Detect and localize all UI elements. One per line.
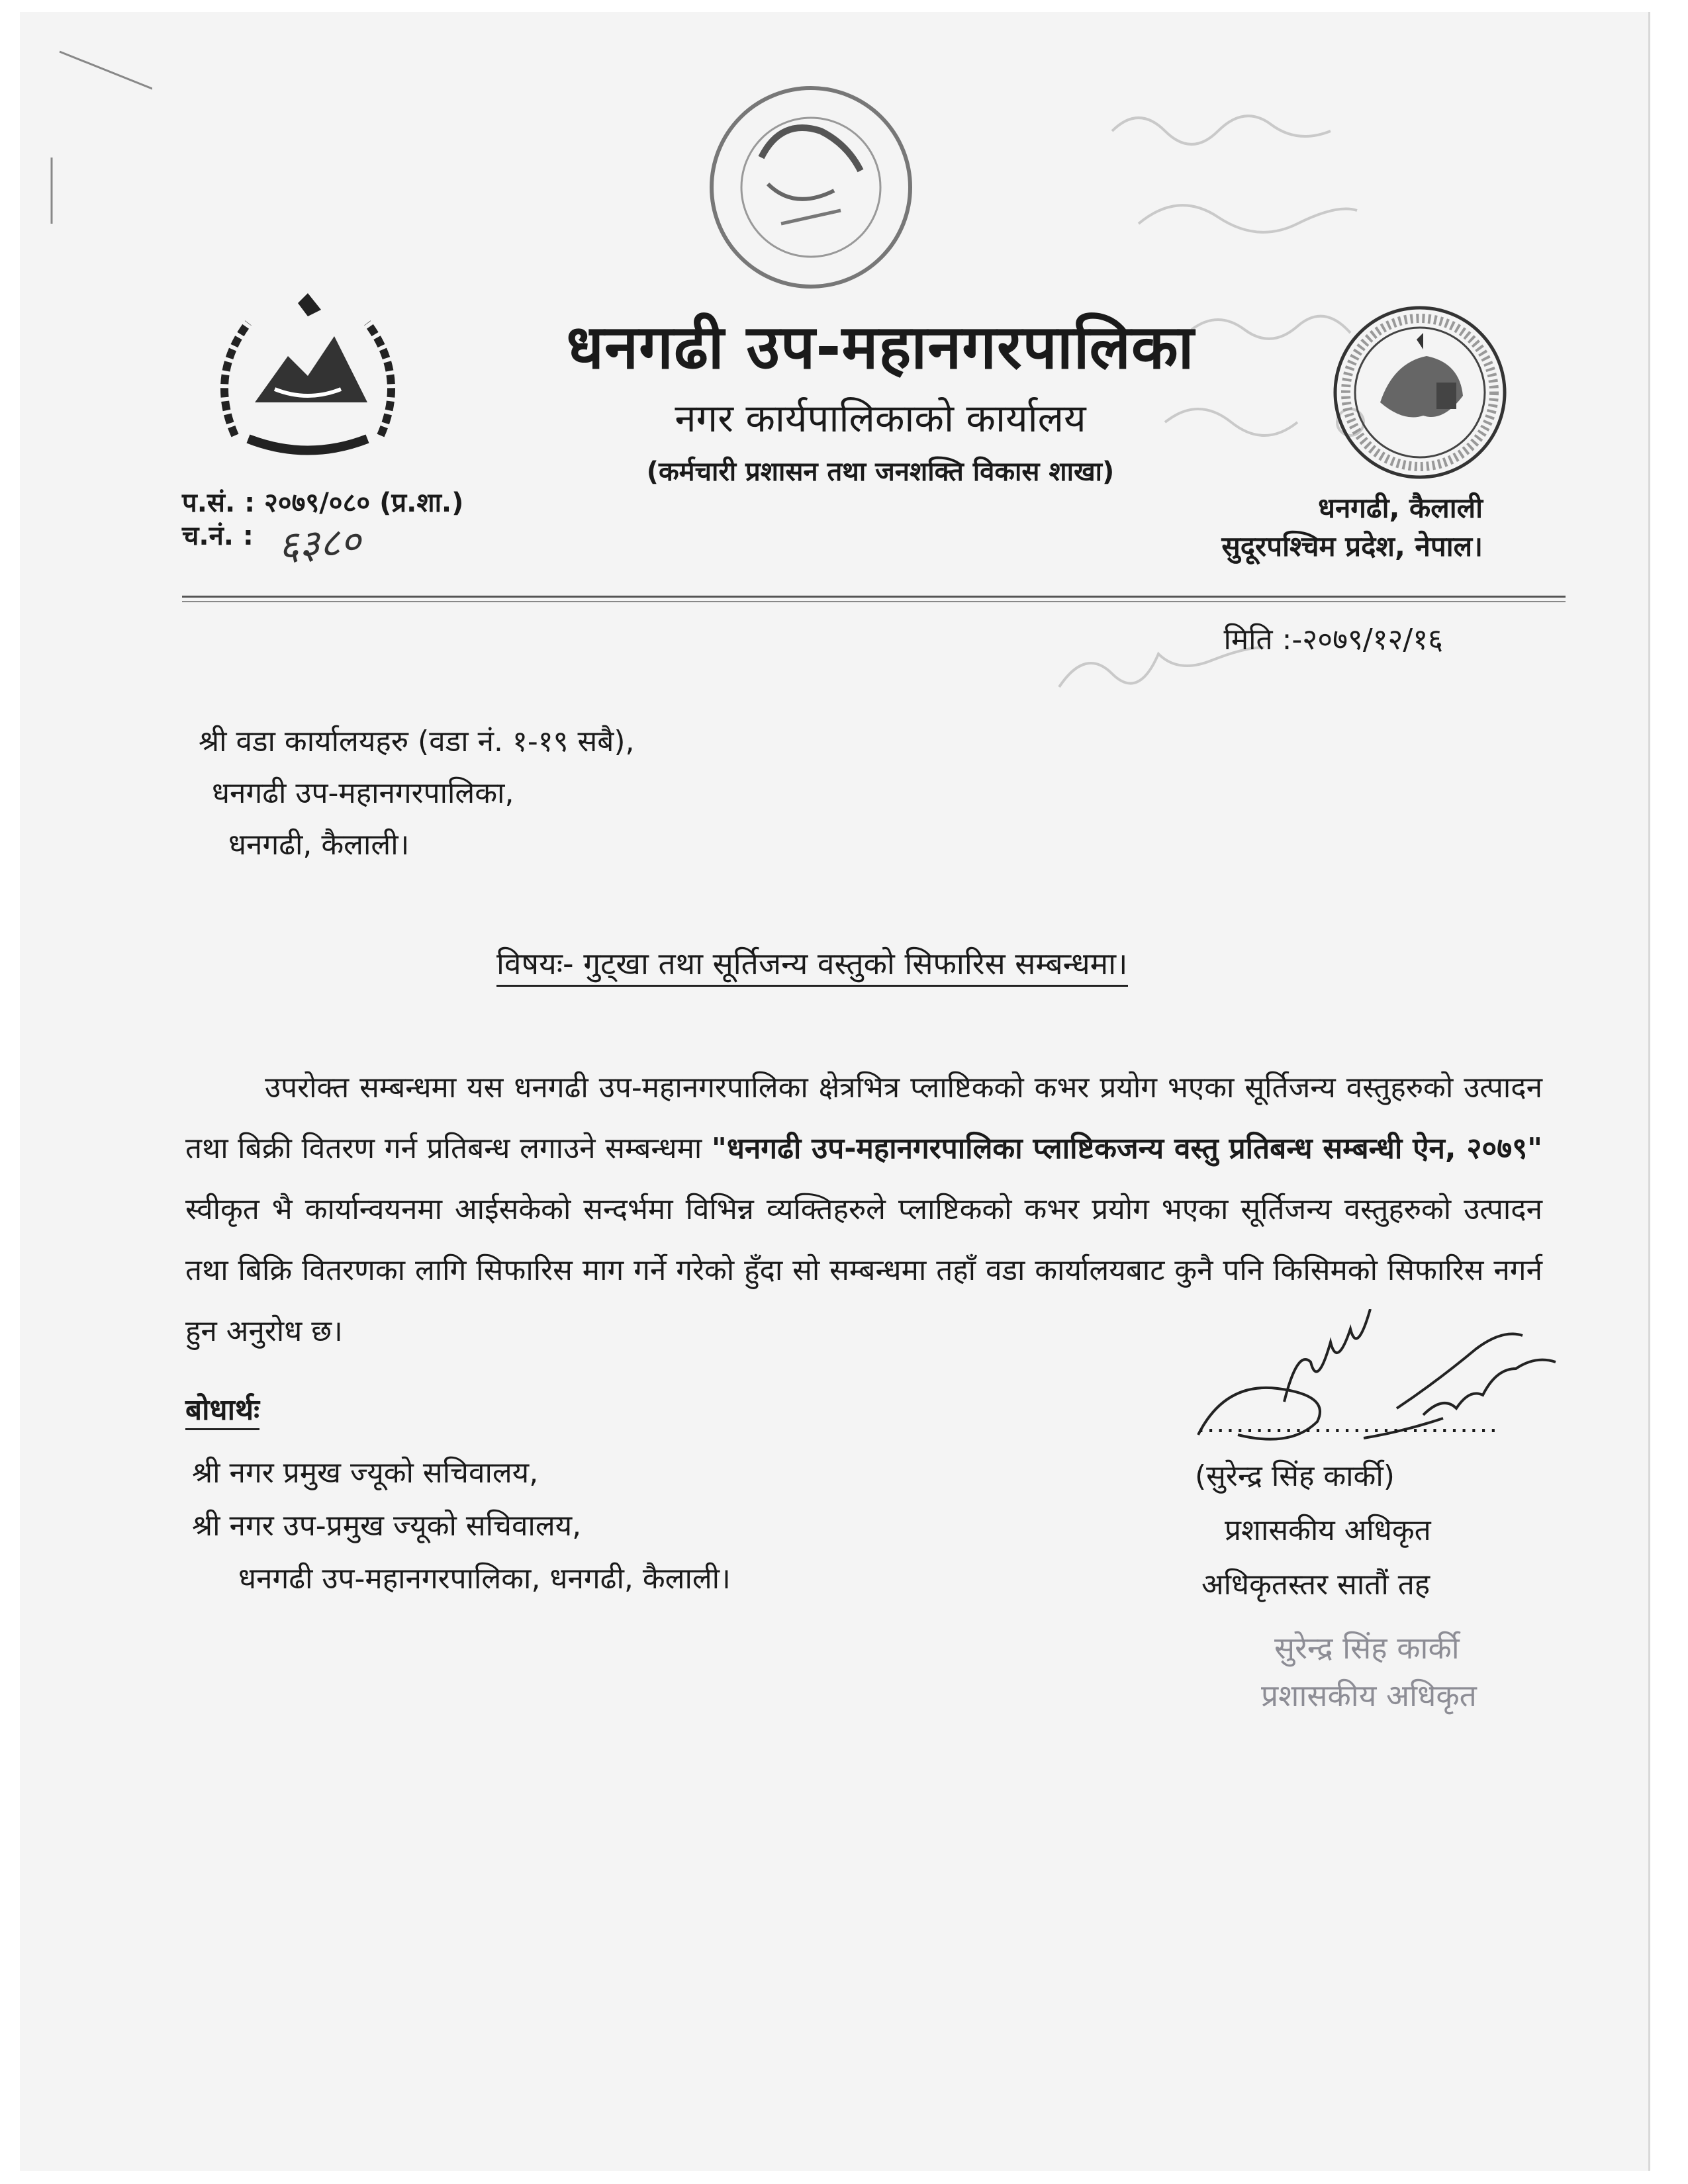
signatory-post: प्रशासकीय अधिकृत xyxy=(1225,1514,1431,1547)
header-divider-secondary xyxy=(182,601,1566,602)
dispatch-label: च.नं. : xyxy=(182,521,254,551)
office-seal-stamp xyxy=(702,78,920,296)
office-name: नगर कार्यपालिकाको कार्यालय xyxy=(675,396,1086,441)
reference-number: प.सं. : २०७९/०८० (प्र.शा.) xyxy=(182,488,464,518)
body-act-name: "धनगढी उप-महानगरपालिका प्लाष्टिकजन्य वस्तु प्रतिबन्ध सम्बन्धी ऐन, २०७९" xyxy=(711,1132,1542,1165)
organization-name: धनगढी उप-महानगरपालिका xyxy=(566,312,1195,383)
office-address-province: सुदूरपश्चिम प्रदेश, नेपाल। xyxy=(1221,530,1483,563)
letter-page xyxy=(20,12,1650,2171)
addressee-line-3: धनगढी, कैलाली। xyxy=(228,828,410,862)
header-divider xyxy=(182,596,1566,598)
letter-subject: विषयः- गुट्खा तथा सूर्तिजन्य वस्तुको सिफारिस सम्बन्धमा। xyxy=(496,942,1128,987)
body-text-part-1: उपरोक्त सम्बन्धमा यस धनगढी उप-महानगरपालिका क्षेत्रभित्र प्लाष्टिकको कभर प्रयोग भएका सूर्तिजन्य वस्तुहरुको उत्पादन तथा बिक्री वितरण गर्न प्रतिबन्ध लगाउने सम्बन्धमा xyxy=(185,1071,1542,1165)
post-stamp: प्रशासकीय अधिकृत xyxy=(1261,1678,1477,1713)
signatory-level: अधिकृतस्तर सातौं तह xyxy=(1201,1568,1430,1602)
letter-date: मिति :-२०७९/१२/१६ xyxy=(1223,623,1443,657)
cc-line-3: धनगढी उप-महानगरपालिका, धनगढी, कैलाली। xyxy=(238,1562,731,1596)
addressee-line-1: श्री वडा कार्यालयहरु (वडा नं. १-१९ सबै), xyxy=(199,725,635,758)
handwritten-signature xyxy=(1185,1309,1595,1468)
cc-line-1: श्री नगर प्रमुख ज्यूको सचिवालय, xyxy=(192,1456,539,1490)
municipal-seal xyxy=(1331,303,1509,482)
signatory-name: (सुरेन्द्र सिंह कार्की) xyxy=(1195,1459,1395,1493)
signature-line: ............................... xyxy=(1197,1408,1499,1439)
branch-name: (कर्मचारी प्रशासन तथा जनशक्ति विकास शाखा) xyxy=(646,457,1115,487)
dispatch-number-handwritten: ६३८० xyxy=(276,518,363,570)
cc-heading: बोधार्थः xyxy=(185,1388,259,1430)
nepal-emblem xyxy=(209,290,407,462)
name-stamp: सुरेन्द्र सिंह कार्की xyxy=(1274,1630,1460,1666)
office-address-city: धनगढी, कैलाली xyxy=(1318,492,1483,524)
body-text-part-2: स्वीकृत भै कार्यान्वयनमा आईसकेको सन्दर्भमा विभिन्न व्यक्तिहरुले प्लाष्टिकको कभर प्रयोग भएका सूर्तिजन्य वस्तुहरुको उत्पादन तथा बिक्रि वितरणका लागि सिफारिस माग गर्ने गरेको हुँदा सो सम्बन्धमा तहाँ वडा कार्यालयबाट कुनै पनि किसिमको सिफारिस नगर्न हुन अनुरोध छ। xyxy=(185,1193,1542,1348)
cc-line-2: श्री नगर उप-प्रमुख ज्यूको सचिवालय, xyxy=(192,1509,582,1543)
addressee-line-2: धनगढी उप-महानगरपालिका, xyxy=(212,776,514,810)
staple-marks xyxy=(46,38,152,237)
